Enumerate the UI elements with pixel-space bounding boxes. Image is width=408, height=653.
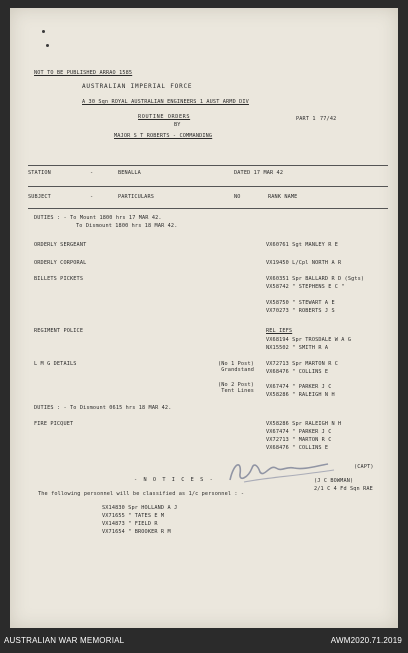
commander-line: MAJOR S T ROBERTS - COMMANDING — [114, 133, 213, 139]
signatory-name: (J C BOWMAN) — [314, 478, 354, 484]
notice-entry: VX71655 " TATES E M — [102, 513, 165, 519]
duties-dismount: To Dismount 1800 hrs 18 MAR 42. — [76, 223, 178, 229]
footer-accession-number: AWM2020.71.2019 — [330, 636, 402, 645]
subject-dash: - — [90, 194, 94, 200]
force-title: AUSTRALIAN IMPERIAL FORCE — [82, 83, 193, 90]
document-page — [10, 8, 398, 628]
footer-credit: AUSTRALIAN WAR MEMORIAL — [4, 636, 125, 645]
duty-entry: VX58750 " STEWART A E — [266, 300, 335, 306]
duty-location: (No 1 Post) Grandstand — [217, 361, 254, 373]
duty-role: ORDERLY SERGEANT — [34, 242, 87, 248]
duty-entry: VX67474 " PARKER J C — [266, 384, 332, 390]
notices-intro: The following personnel will be classified as 1/c personnel : - — [38, 491, 245, 497]
duty-entry: VX67474 " PARKER J C — [266, 429, 332, 435]
orders-title: ROUTINE ORDERS — [138, 114, 191, 120]
dated-value: DATED 17 MAR 42 — [234, 170, 284, 176]
duty-entry: VX72713 " MARTON R C — [266, 437, 332, 443]
punch-hole — [46, 44, 49, 47]
duty-entry: VX60761 Sgt MANLEY R E — [266, 242, 339, 248]
duty-entry: VX58286 Spr RALEIGH N H — [266, 421, 342, 427]
duty-entry: VX68194 Spr TROSDALE W A G — [266, 337, 352, 343]
signatory-role: 2/1 C 4 Fd Sqn RAE — [314, 486, 373, 492]
part-number: 77/42 — [320, 116, 337, 122]
duty-entry: VX60351 Spr BALLARD R D (Sgts) — [266, 276, 365, 282]
part-label: PART 1 — [296, 116, 316, 122]
duty-entry: VX58742 " STEPHENS E C " — [266, 284, 345, 290]
station-value: BENALLA — [118, 170, 141, 176]
duty-entry: VX72713 Spr MARTON R C — [266, 361, 339, 367]
duty-entry: VX68476 " COLLINS E — [266, 369, 329, 375]
duty-entry: VX68476 " COLLINS E — [266, 445, 329, 451]
notice-entry: VX71654 " BROOKER R M — [102, 529, 171, 535]
duty-role: FIRE PICQUET — [34, 421, 74, 427]
duty-entry: NX15502 " SMITH R A — [266, 345, 329, 351]
duties-dismount-2: DUTIES : - To Dismount 0615 hrs 18 MAR 42. — [34, 405, 172, 411]
notice-entry: SX14830 Spr HOLLAND A J — [102, 505, 178, 511]
subject-value: PARTICULARS — [118, 194, 155, 200]
duty-entry: REL IEFS — [266, 328, 293, 334]
station-label: STATION — [28, 170, 51, 176]
punch-hole — [42, 30, 45, 33]
no-label: NO — [234, 194, 241, 200]
duty-entry: VX19450 L/Cpl NORTH A R — [266, 260, 342, 266]
divider-line — [28, 208, 388, 209]
orders-by: BY — [174, 122, 181, 128]
duty-role: L M G DETAILS — [34, 361, 77, 367]
duty-location: (No 2 Post) Tent Lines — [217, 382, 254, 394]
notice-entry: VX14873 " FIELD R — [102, 521, 158, 527]
duty-role: BILLETS PICKETS — [34, 276, 84, 282]
duty-role: ORDERLY CORPORAL — [34, 260, 87, 266]
divider-line — [28, 165, 388, 166]
capt-label: (CAPT) — [354, 464, 374, 470]
unit-title: A 30 Sqn ROYAL AUSTRALIAN ENGINEERS 1 AUST ARMD DIV — [82, 99, 249, 105]
duty-entry: VX58286 " RALEIGH N H — [266, 392, 335, 398]
station-dash: - — [90, 170, 94, 176]
duty-role: REGIMENT POLICE — [34, 328, 84, 334]
subject-label: SUBJECT — [28, 194, 51, 200]
rank-name-header: RANK NAME — [268, 194, 298, 200]
notices-heading: - N O T I C E S - — [134, 477, 215, 483]
duties-mount: DUTIES : - To Mount 1800 hrs 17 MAR 42. — [34, 215, 162, 221]
divider-line — [28, 186, 388, 187]
restriction-note: NOT TO BE PUBLISHED ARRAO 1585 — [34, 70, 133, 76]
duty-entry: VX70273 " ROBERTS J S — [266, 308, 335, 314]
